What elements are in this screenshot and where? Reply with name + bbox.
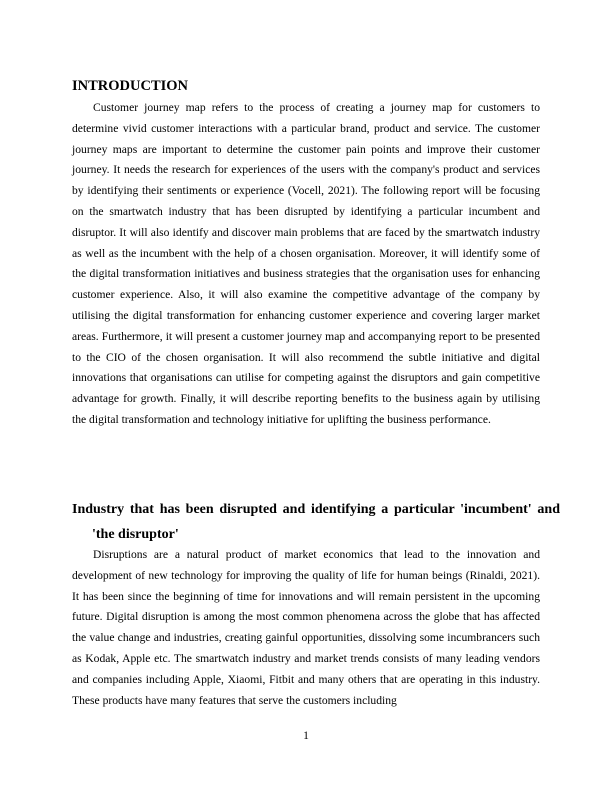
introduction-heading: INTRODUCTION <box>72 78 189 94</box>
introduction-paragraph: Customer journey map refers to the process of creating a journey map for customers to determine vivid customer interactions with a particular brand, product and service. The customer journey maps are important to determine the customer pain points and improve their customer journey. It needs the research for experiences of the users with the company's product and services by identifying their sentiments or experience (Vocell, 2021). The following report will be focusing on the smartwatch industry that has been disrupted by identifying a particular incumbent and disruptor. It will also identify and discover main problems that are faced by the smartwatch industry as well as the incumbent with the help of a chosen organisation. Moreover, it will identify some of the digital transformation initiatives and business strategies that the organisation uses for enhancing customer experience. Also, it will also examine the competitive advantage of the company by utilising the digital transformation for enhancing customer experience and covering larger market areas. Furthermore, it will present a customer journey map and accompanying report to be presented to the CIO of the chosen organisation. It will also recommend the subtle initiative and digital innovations that organisations can utilise for competing against the disruptors and gain competitive advantage for growth. Finally, it will describe reporting benefits to the business again by utilising the digital transformation and technology initiative for uplifting the business performance. <box>72 101 540 426</box>
industry-disruption-heading: Industry that has been disrupted and identifying a particular 'incumbent' and 'the disruptor' <box>72 502 560 542</box>
page-number: 1 <box>303 729 309 742</box>
industry-disruption-paragraph: Disruptions are a natural product of market economics that lead to the innovation and development of new technology for improving the quality of life for human beings (Rinaldi, 2021). It has been since the beginning of time for innovations and will remain persistent in the upcoming future. Digital disruption is among the most common phenomena across the globe that has affected the value change and industries, creating gainful opportunities, dissolving some incumbrancers such as Kodak, Apple etc. The smartwatch industry and market trends consists of many leading vendors and companies including Apple, Xiaomi, Fitbit and many others that are operating in this industry. These products have many features that serve the customers including <box>72 548 540 707</box>
